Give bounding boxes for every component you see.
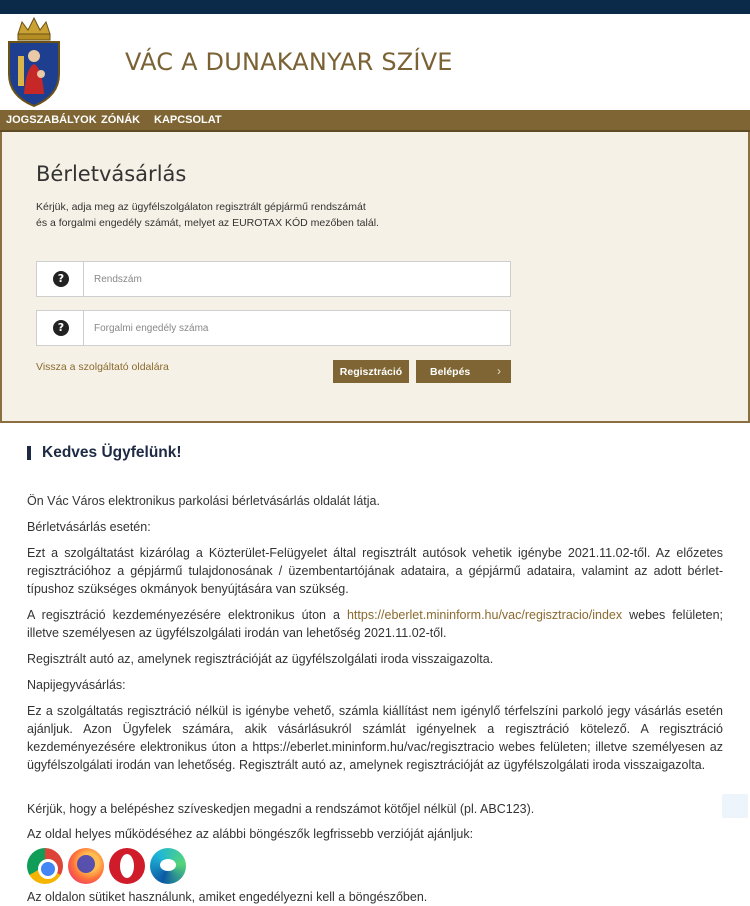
registered-car-paragraph: Regisztrált autó az, amelynek regisztrációját az ügyfélszolgálati iroda visszaigazolta. bbox=[27, 652, 494, 666]
top-strip bbox=[0, 0, 750, 14]
panel-intro bbox=[36, 199, 379, 231]
edge-icon bbox=[150, 848, 186, 884]
login-button-label: Belépés bbox=[430, 365, 471, 378]
opera-icon bbox=[109, 848, 145, 884]
intro-paragraph: Ön Vác Város elektronikus parkolási bérletvásárlás oldalát látja. bbox=[27, 494, 380, 508]
back-to-provider-link[interactable]: Vissza a szolgáltató oldalára bbox=[36, 361, 169, 373]
firefox-icon bbox=[68, 848, 104, 884]
chevron-right-icon: › bbox=[497, 364, 501, 378]
scroll-top-button[interactable] bbox=[722, 794, 748, 818]
cookie-notice: Az oldalon sütiket használunk, amiket engedélyezni kell a böngészőben. bbox=[27, 890, 428, 904]
browser-recommendation-paragraph: Az oldal helyes működéséhez az alábbi böngészők legfrissebb verzióját ajánljuk: bbox=[27, 827, 474, 841]
pass-purchase-paragraph: Ezt a szolgáltatást kizárólag a Közterület-Felügyelet által regisztrált autósok vehetik igénybe 2021.11.02-től. Az előzetes regisztrációhoz a gépjármű tulajdonosának / üzembentartójának adataira, a gépjármű adataira, valamint az adott bérlet-típushoz szükséges okmányok benyújtására van szükség. bbox=[27, 546, 723, 596]
plate-input[interactable] bbox=[85, 262, 510, 296]
intro-line-1: Kérjük, adja meg az ügyfélszolgálaton regisztrált gépjármű rendszámát bbox=[36, 201, 366, 213]
register-button[interactable]: Regisztráció bbox=[333, 360, 409, 383]
main-nav bbox=[0, 110, 750, 132]
registration-link[interactable]: https://eberlet.mininform.hu/vac/regisztracio/index bbox=[346, 608, 623, 622]
registration-text-before: A regisztráció kezdeményezésére elektronikus úton a bbox=[27, 608, 347, 622]
login-button[interactable] bbox=[416, 360, 511, 383]
panel-title: Bérletvásárlás bbox=[36, 162, 187, 186]
plate-field-group bbox=[36, 261, 511, 297]
daily-ticket-paragraph: Ez a szolgáltatás regisztráció nélkül is igénybe vehető, számla kiállítást nem igénylő térfelszíni parkoló jegy vásárlás esetén ajánljuk. Azon Ügyfelek számára, akik vásárlásukról számlát igényelnek a regisztráció kötelező. A regisztráció kezdeményezésére elektronikus úton a https://eberlet.mininform.hu/vac/regisztracio webes felületen; illetve személyesen az ügyfélszolgálati irodán van lehetőség. Regisztrált autó az, amelynek regisztrációját az ügyfélszolgálati iroda visszaigazolta. bbox=[27, 704, 723, 772]
question-circle-icon: ? bbox=[53, 320, 69, 336]
login-panel bbox=[0, 132, 750, 423]
intro-line-2: és a forgalmi engedély számát, melyet az EUROTAX KÓD mezőben talál. bbox=[36, 217, 379, 229]
registration-text-after: webes felületen; illetve személyesen az ügyfélszolgálati irodán van lehetőség 2021.11.02-től. bbox=[27, 608, 723, 640]
daily-ticket-label: Napijegyvásárlás: bbox=[27, 678, 126, 692]
license-field-group bbox=[36, 310, 511, 346]
vac-coat-of-arms-icon[interactable] bbox=[4, 16, 64, 108]
site-header bbox=[0, 14, 750, 110]
plate-format-paragraph: Kérjük, hogy a belépéshez szíveskedjen megadni a rendszámot kötőjel nélkül (pl. ABC123). bbox=[27, 802, 535, 816]
site-title: VÁC A DUNAKANYAR SZÍVE bbox=[125, 48, 453, 76]
chrome-icon bbox=[27, 848, 63, 884]
license-input[interactable] bbox=[85, 311, 510, 345]
question-circle-icon: ? bbox=[53, 271, 69, 287]
registration-paragraph bbox=[27, 606, 723, 642]
license-help-addon[interactable] bbox=[37, 311, 84, 345]
nav-item-zonak[interactable]: ZÓNÁK bbox=[101, 114, 141, 126]
nav-item-kapcsolat[interactable]: KAPCSOLAT bbox=[154, 114, 222, 126]
plate-help-addon[interactable] bbox=[37, 262, 84, 296]
welcome-heading: Kedves Ügyfelünk! bbox=[27, 446, 182, 460]
nav-item-jogszabalyok[interactable]: JOGSZABÁLYOK bbox=[6, 114, 97, 126]
pass-purchase-label: Bérletvásárlás esetén: bbox=[27, 520, 151, 534]
